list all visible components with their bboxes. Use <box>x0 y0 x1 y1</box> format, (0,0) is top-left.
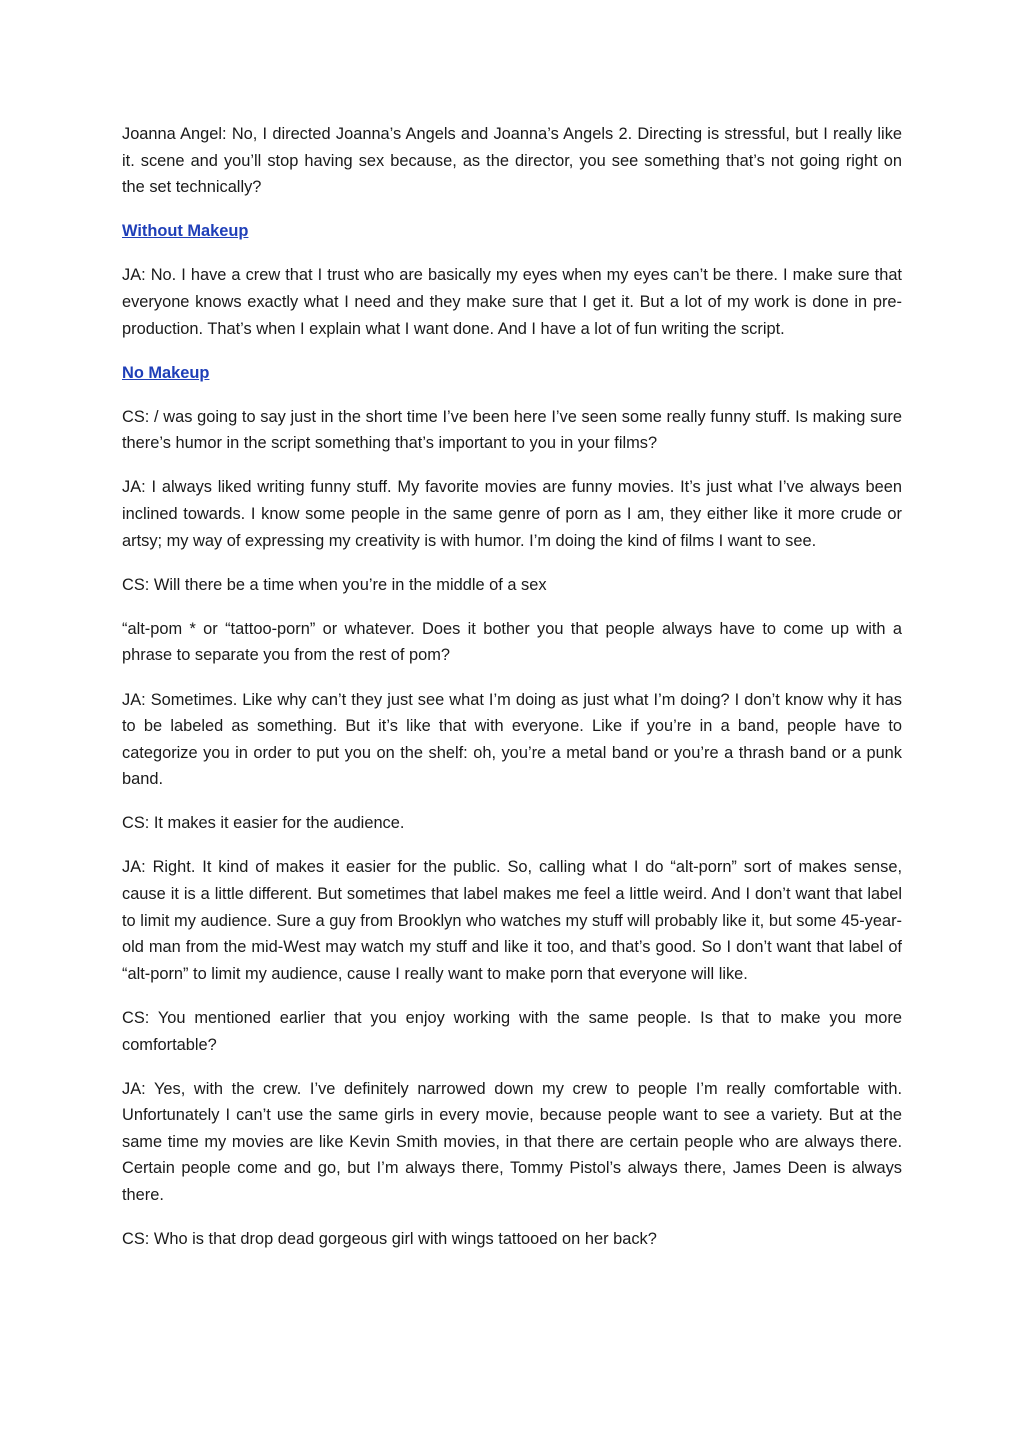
paragraph-sex-question: CS: Will there be a time when you’re in the middle of a sex <box>122 575 547 594</box>
paragraph-same-people-answer: JA: Yes, with the crew. I’ve definitely narrowed down my crew to people I’m really comfortable with. Unfortunately I can’t use the same girls in every movie, because people want to see a variety. But at the same time my movies are like Kevin Smith movies, in that there are certain people who are always there. Certain people come and go, but I’m always there, Tommy Pistol’s always there, James Deen is always there. <box>122 1079 902 1204</box>
paragraph-crew-answer: JA: No. I have a crew that I trust who are basically my eyes when my eyes can’t be there. I make sure that everyone knows exactly what I need and they make sure that I get it. But a lot of my work is done in pre-production. That’s when I explain what I want done. And I have a lot of fun writing the script. <box>122 266 902 338</box>
paragraph-wings-question: CS: Who is that drop dead gorgeous girl with wings tattooed on her back? <box>122 1230 657 1249</box>
link-no-makeup[interactable]: No Makeup <box>122 363 210 382</box>
document-page <box>122 121 902 1270</box>
paragraph-intro: Joanna Angel: No, I directed Joanna’s Angels and Joanna’s Angels 2. Directing is stressful, but I really like it. scene and you’ll stop having sex because, as the director, you see something that’s not going right on the set technically? <box>122 125 902 197</box>
paragraph-alt-porn-question: “alt-pom * or “tattoo-porn” or whatever. Does it bother you that people always have to come up with a phrase to separate you from the rest of pom? <box>122 619 902 665</box>
paragraph-audience-answer: JA: Right. It kind of makes it easier for the public. So, calling what I do “alt-porn” sort of makes sense, cause it is a little different. But sometimes that label makes me feel a little weird. And I don’t want that label to limit my audience. Sure a guy from Brooklyn who watches my stuff will probably like it, but some 45-year-old man from the mid-West may watch my stuff and like it too, and that’s good. So I don’t want that label of “alt-porn” to limit my audience, cause I really want to make porn that everyone will like. <box>122 858 902 983</box>
paragraph-label-answer: JA: Sometimes. Like why can’t they just see what I’m doing as just what I’m doing? I don’t know why it has to be labeled as something. But it’s like that with everyone. Like if you’re in a band, people have to categorize you in order to put you on the shelf: oh, you’re a metal band or you’re a thrash band or a punk band. <box>122 690 902 789</box>
paragraph-same-people-question: CS: You mentioned earlier that you enjoy working with the same people. Is that to make you more comfortable? <box>122 1008 902 1054</box>
paragraph-humor-question: CS: / was going to say just in the short time I’ve been here I’ve seen some really funny stuff. Is making sure there’s humor in the script something that’s important to you in your films? <box>122 407 902 453</box>
paragraph-humor-answer: JA: I always liked writing funny stuff. My favorite movies are funny movies. It’s just what I’ve always been inclined towards. I know some people in the same genre of porn as I am, they either like it more crude or artsy; my way of expressing my creativity is with humor. I’m doing the kind of films I want to see. <box>122 478 902 550</box>
link-without-makeup[interactable]: Without Makeup <box>122 222 249 241</box>
paragraph-audience-question: CS: It makes it easier for the audience. <box>122 814 405 833</box>
